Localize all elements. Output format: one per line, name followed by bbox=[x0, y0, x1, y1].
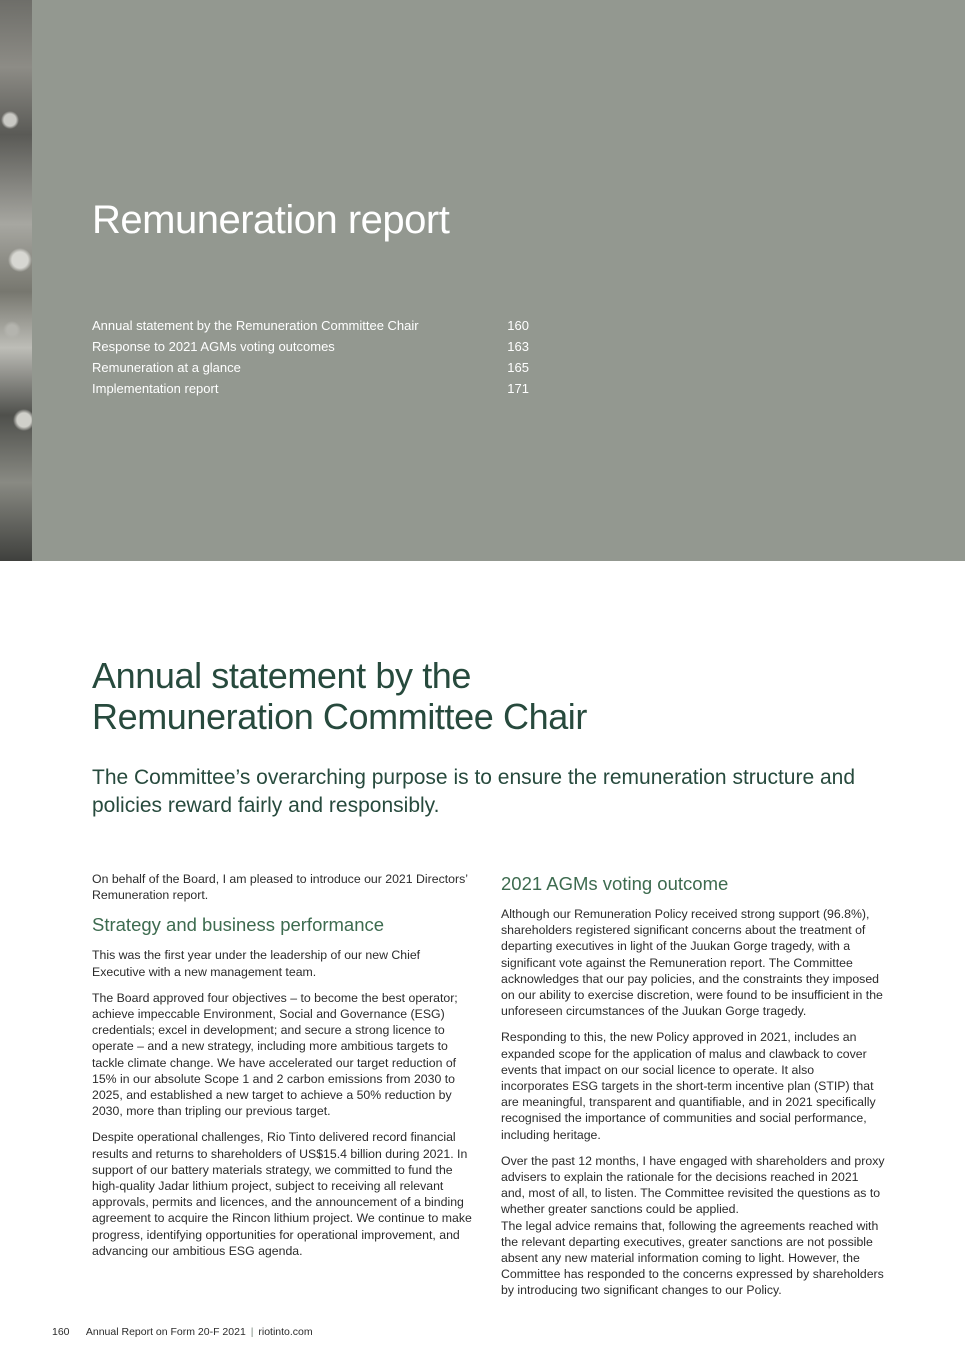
website-link[interactable]: riotinto.com bbox=[258, 1326, 313, 1338]
report-name: Annual Report on Form 20-F 2021 bbox=[85, 1326, 246, 1338]
toc-item-page: 163 bbox=[507, 339, 529, 354]
toc-item[interactable] bbox=[92, 315, 529, 336]
toc-item-label: Remuneration at a glance bbox=[92, 360, 241, 375]
rock-photo-strip bbox=[0, 0, 32, 561]
page-number: 160 bbox=[52, 1326, 70, 1338]
hero-banner bbox=[0, 0, 965, 561]
section-heading bbox=[92, 655, 892, 737]
page-footer bbox=[52, 1326, 313, 1338]
body-paragraph: The Board approved four objectives – to become the best operator; achieve impeccable Environment, Social and Governance (ESG) credentials; excel in development; and secure a strong licence to operate – and a new strategy, including more ambitious targets to tackle climate change. We have accelerated our target reduction of 15% in our absolute Scope 1 and 2 carbon emissions from 2030 to 2025, and established a new target to achieve a 50% reduction by 2030, more than tripling our previous target. bbox=[92, 990, 458, 1119]
agm-heading: 2021 AGMs voting outcome bbox=[501, 873, 729, 894]
section-heading-line2: Remuneration Committee Chair bbox=[92, 696, 587, 737]
body-paragraph: The legal advice remains that, following the agreements reached with the relevant departing executives, greater sanctions are not possible absent any new material information coming to light. However, the Committee has responded to the concerns expressed by shareholders by introducing two significant changes to our Policy. bbox=[501, 1218, 884, 1298]
section-heading-line1: Annual statement by the bbox=[92, 655, 472, 696]
toc-item-label: Response to 2021 AGMs voting outcomes bbox=[92, 339, 335, 354]
toc-item[interactable] bbox=[92, 357, 529, 378]
body-paragraph: Despite operational challenges, Rio Tinto delivered record financial results and returns to shareholders of US$15.4 billion during 2021. In support of our battery materials strategy, we committed to fund the high-quality Jadar lithium project, subject to receiving all relevant approvals, permits and licences, and the announcement of a binding agreement to acquire the Rincon lithium project. We continue to make progress, identifying opportunities for operational improvement, and advancing our ambitious ESG agenda. bbox=[92, 1130, 472, 1258]
left-column bbox=[92, 871, 474, 1269]
toc-item-page: 160 bbox=[507, 318, 529, 333]
section-subtitle: The Committee’s overarching purpose is to ensure the remuneration structure and policies reward fairly and responsibly. bbox=[92, 766, 856, 817]
body-paragraph: Although our Remuneration Policy received strong support (96.8%), shareholders registered significant concerns about the treatment of departing executives in light of the Juukan Gorge tragedy, with a significant vote against the Remuneration report. The Committee acknowledges that our pay policies, and the constraints they imposed on our ability to exercise discretion, were found to be insufficient in the unforeseen circumstances of the Juukan Gorge tragedy. bbox=[501, 907, 883, 1019]
footer-separator: | bbox=[250, 1326, 254, 1338]
toc-item-label: Implementation report bbox=[92, 381, 219, 396]
toc-item-page: 171 bbox=[507, 381, 529, 396]
right-column bbox=[501, 872, 885, 1309]
body-paragraph: Responding to this, the new Policy approved in 2021, includes an expanded scope for the application of malus and clawback to cover events that impact on our social licence to operate. It also incorporates ESG targets in the short-term incentive plan (STIP) that are meaningful, transparent and quantifiable, and in 2021 specifically recognised the importance of communities and social performance, including heritage. bbox=[501, 1030, 876, 1142]
table-of-contents bbox=[92, 315, 529, 399]
toc-item[interactable] bbox=[92, 378, 529, 399]
report-title: Remuneration report bbox=[92, 198, 450, 242]
toc-item[interactable] bbox=[92, 336, 529, 357]
body-paragraph: This was the first year under the leadership of our new Chief Executive with a new management team. bbox=[92, 948, 421, 979]
toc-item-label: Annual statement by the Remuneration Committee Chair bbox=[92, 318, 419, 333]
toc-item-page: 165 bbox=[507, 360, 529, 375]
body-paragraph: Over the past 12 months, I have engaged with shareholders and proxy advisers to explain the rationale for the decisions reached in 2021 and, most of all, to listen. The Committee revisited the questions as to whether greater sanctions could be applied. bbox=[501, 1153, 885, 1217]
intro-paragraph: On behalf of the Board, I am pleased to introduce our 2021 Directors’ Remuneration report. bbox=[92, 872, 468, 903]
strategy-heading: Strategy and business performance bbox=[92, 914, 385, 936]
